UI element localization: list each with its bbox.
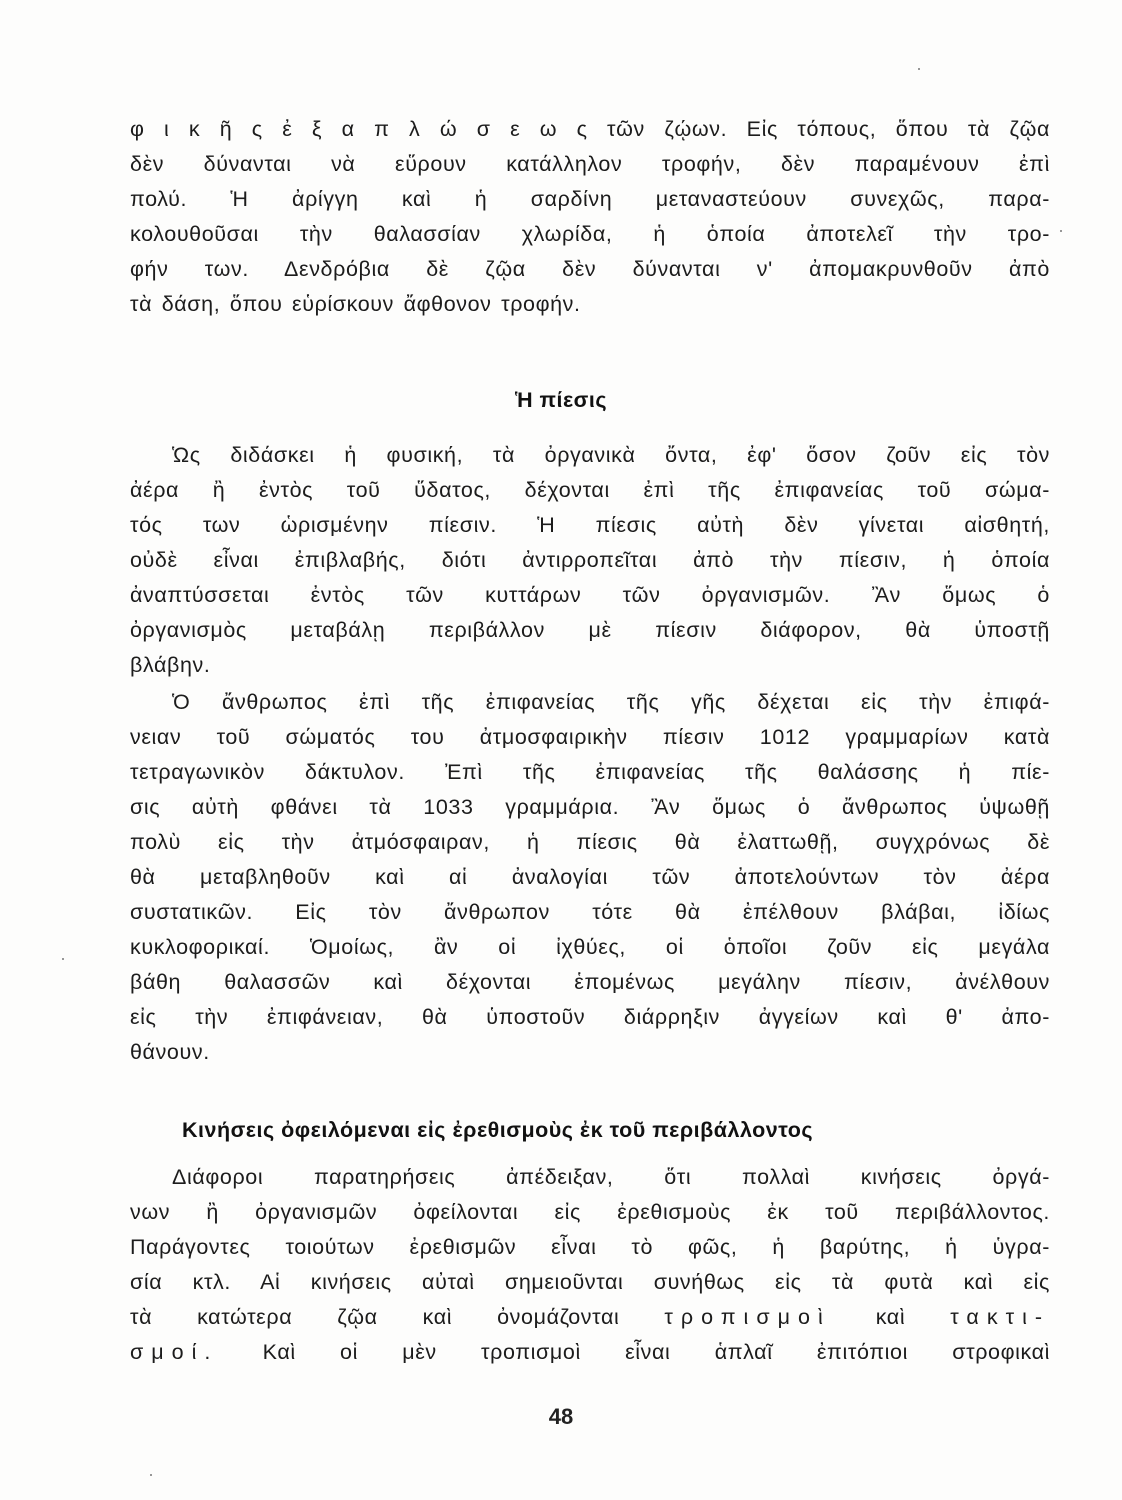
- text-line: Διάφοροι παρατηρήσεις ἀπέδειξαν, ὅτι πολλαὶ κινήσεις ὀργά-: [172, 1165, 1050, 1189]
- text-line: φ ι κ ῆ ς ἐ ξ α π λ ώ σ ε ω ς τῶν ζῴων. Εἰς τόπους, ὅπου τὰ ζῷα: [130, 117, 1050, 141]
- line-text: Καὶ οἱ μὲν τροπισμοὶ εἶναι ἁπλαῖ ἐπιτόπιοι στροφικαὶ: [262, 1340, 1050, 1364]
- text-line: τετραγωνικὸν δάκτυλον. Ἐπὶ τῆς ἐπιφανείας τῆς θαλάσσης ἡ πίε-: [130, 760, 1050, 784]
- page-number: 48: [548, 1404, 574, 1429]
- scan-speck: [918, 68, 920, 70]
- spaced-term-taxismoi-end: σμοί.: [130, 1340, 219, 1364]
- text-line: νειαν τοῦ σώματός του ἀτμοσφαιρικὴν πίεσιν 1012 γραμμαρίων κατὰ: [130, 725, 1050, 749]
- text-line: πολύ. Ἡ ἀρίγγη καὶ ἡ σαρδίνη μεταναστεύουν συνεχῶς, παρα-: [130, 187, 1050, 211]
- text-line: νων ἢ ὀργανισμῶν ὀφείλονται εἰς ἐρεθισμοὺς ἐκ τοῦ περιβάλλοντος.: [130, 1200, 1050, 1224]
- pressure-paragraph-2: [130, 685, 1050, 1070]
- text-line: βλάβην.: [130, 653, 211, 677]
- text-line: ἀέρα ἢ ἐντὸς τοῦ ὕδατος, δέχονται ἐπὶ τῆς ἐπιφανείας τοῦ σώμα-: [130, 478, 1050, 502]
- text-line: βάθη θαλασσῶν καὶ δέχονται ἑπομένως μεγάλην πίεσιν, ἀνέλθουν: [130, 970, 1050, 994]
- opening-paragraph: [130, 112, 1050, 322]
- scan-speck: [1060, 230, 1062, 232]
- text-line: ἀναπτύσσεται ἐντὸς τῶν κυττάρων τῶν ὀργανισμῶν. Ἂν ὅμως ὁ: [130, 583, 1050, 607]
- movements-paragraph: [130, 1160, 1050, 1370]
- text-line: ὀργανισμὸς μεταβάλῃ περιβάλλον μὲ πίεσιν διάφορον, θὰ ὑποστῇ: [130, 618, 1050, 642]
- text-line: συστατικῶν. Εἰς τὸν ἄνθρωπον τότε θὰ ἐπέλθουν βλάβαι, ἰδίως: [130, 900, 1050, 924]
- text-line: τὰ δάση, ὅπου εὑρίσκουν ἄφθονον τροφήν.: [130, 292, 581, 316]
- scan-speck: [62, 958, 64, 960]
- line-text: τὰ κατώτερα ζῷα καὶ ὀνομάζονται: [130, 1305, 620, 1329]
- text-line: οὐδὲ εἶναι ἐπιβλαβής, διότι ἀντιρροπεῖται ἀπὸ τὴν πίεσιν, ἡ ὁποία: [130, 548, 1050, 572]
- text-line: Ὁ ἄνθρωπος ἐπὶ τῆς ἐπιφανείας τῆς γῆς δέχεται εἰς τὴν ἐπιφά-: [172, 690, 1050, 714]
- text-line: [130, 1335, 1050, 1370]
- text-line: δὲν δύνανται νὰ εὕρουν κατάλληλον τροφήν, δὲν παραμένουν ἐπὶ: [130, 152, 1050, 176]
- text-line: σία κτλ. Αἱ κινήσεις αὐταὶ σημειοῦνται συνήθως εἰς τὰ φυτὰ καὶ εἰς: [130, 1270, 1050, 1294]
- pressure-paragraph-1: [130, 438, 1050, 683]
- text-line: Ὡς διδάσκει ἡ φυσική, τὰ ὀργανικὰ ὄντα, ἐφ' ὅσον ζοῦν εἰς τὸν: [172, 443, 1050, 467]
- text-line: θὰ μεταβληθοῦν καὶ αἱ ἀναλογίαι τῶν ἀποτελούντων τὸν ἀέρα: [130, 865, 1050, 889]
- text-line: κυκλοφορικαί. Ὁμοίως, ἂν οἱ ἰχθύες, οἱ ὁποῖοι ζοῦν εἰς μεγάλα: [130, 935, 1050, 959]
- text-line: Παράγοντες τοιούτων ἐρεθισμῶν εἶναι τὸ φῶς, ἡ βαρύτης, ἡ ὑγρα-: [130, 1235, 1050, 1259]
- text-line: [130, 1300, 1050, 1335]
- connector-word: καὶ: [875, 1305, 906, 1329]
- spaced-term-tropismoi: τροπισμοὶ: [664, 1305, 831, 1329]
- section-heading-movements: Κινήσεις ὀφειλόμεναι εἰς ἐρεθισμοὺς ἐκ τοῦ περιβάλλοντος: [182, 1118, 814, 1142]
- text-line: εἰς τὴν ἐπιφάνειαν, θὰ ὑποστοῦν διάρρηξιν ἀγγείων καὶ θ' ἀπο-: [130, 1005, 1050, 1029]
- text-line: κολουθοῦσαι τὴν θαλασσίαν χλωρίδα, ἡ ὁποία ἀποτελεῖ τὴν τρο-: [130, 222, 1050, 246]
- text-line: πολὺ εἰς τὴν ἀτμόσφαιραν, ἡ πίεσις θὰ ἐλαττωθῇ, συγχρόνως δὲ: [130, 830, 1050, 854]
- spaced-term-taxismoi-start: τακτι-: [950, 1305, 1051, 1329]
- text-line: φήν των. Δενδρόβια δὲ ζῷα δὲν δύνανται ν' ἀπομακρυνθοῦν ἀπὸ: [130, 257, 1050, 281]
- section-heading-pressure: Ἡ πίεσις: [514, 388, 608, 412]
- text-line: τός των ὡρισμένην πίεσιν. Ἡ πίεσις αὐτὴ δὲν γίνεται αἰσθητή,: [130, 513, 1050, 537]
- scan-speck: [150, 1474, 152, 1476]
- text-line: θάνουν.: [130, 1040, 210, 1064]
- text-line: σις αὐτὴ φθάνει τὰ 1033 γραμμάρια. Ἂν ὅμως ὁ ἄνθρωπος ὑψωθῇ: [130, 795, 1050, 819]
